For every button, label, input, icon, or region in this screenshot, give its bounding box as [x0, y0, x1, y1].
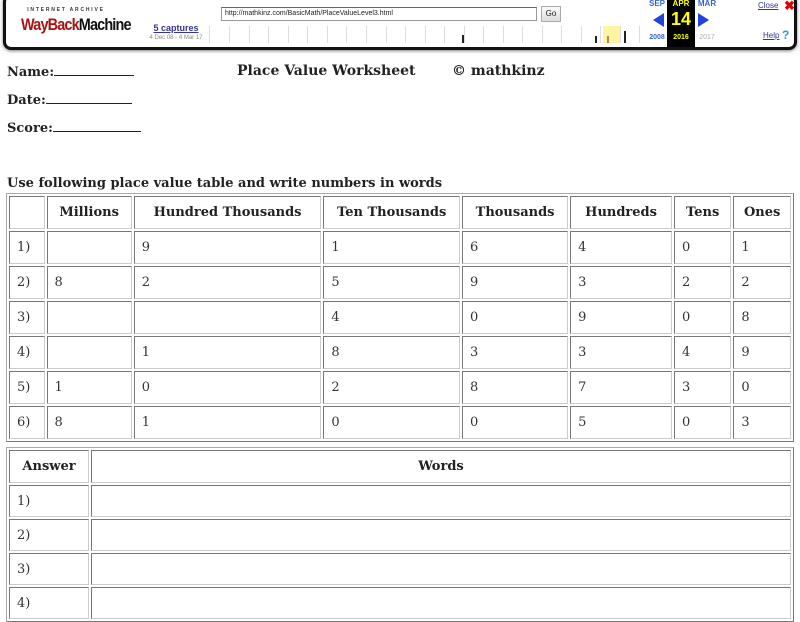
capture-tick[interactable] [595, 36, 597, 43]
current-capture: APR 14 2016 [667, 0, 695, 47]
table-cell: 0 [462, 301, 568, 334]
table-cell: 0 [674, 231, 731, 264]
table-cell: 9 [134, 231, 322, 264]
table-cell [47, 301, 132, 334]
score-blank [53, 120, 141, 132]
answer-cell[interactable] [91, 587, 791, 619]
table-cell: 0 [674, 301, 731, 334]
captures-info [141, 23, 211, 41]
column-header [9, 196, 45, 229]
wayback-toolbar [3, 0, 797, 50]
answer-table [6, 447, 794, 622]
table-row [9, 553, 791, 585]
answer-cell[interactable] [91, 519, 791, 551]
table-row [9, 301, 791, 334]
close-link[interactable]: Close [758, 1, 779, 10]
column-header: Ones [733, 196, 791, 229]
table-cell: 8 [47, 406, 132, 439]
table-row [9, 266, 791, 299]
row-number: 3) [9, 301, 45, 334]
table-row [9, 336, 791, 369]
table-cell: 3 [570, 266, 672, 299]
column-header: Hundreds [570, 196, 672, 229]
table-cell: 0 [462, 406, 568, 439]
name-blank [54, 64, 134, 76]
help-link[interactable]: Help [763, 31, 780, 40]
table-cell: 8 [47, 266, 132, 299]
prev-arrow-icon[interactable] [653, 13, 664, 27]
table-cell: 2 [674, 266, 731, 299]
captures-link[interactable]: 5 captures [153, 23, 199, 33]
next-arrow-icon[interactable] [698, 13, 709, 27]
table-cell: 4 [674, 336, 731, 369]
table-cell: 4 [323, 301, 460, 334]
prev-capture[interactable]: SEP 2008 [648, 0, 665, 41]
table-cell [134, 301, 322, 334]
table-cell: 3 [462, 336, 568, 369]
table-cell: 8 [733, 301, 791, 334]
table-cell: 3 [733, 406, 791, 439]
table-cell: 2 [323, 371, 460, 404]
table-cell: 0 [733, 371, 791, 404]
copyright-text: © mathkinz [452, 63, 545, 79]
row-number: 6) [9, 406, 45, 439]
table-header-row [9, 450, 791, 483]
date-field: Date: [7, 92, 132, 108]
current-capture-highlight [603, 26, 620, 43]
row-number: 4) [9, 336, 45, 369]
page-title: Place Value Worksheet [237, 63, 416, 79]
logo-internet-archive-text: INTERNET ARCHIVE [27, 7, 105, 13]
table-cell [47, 231, 132, 264]
row-number: 4) [9, 587, 89, 619]
table-cell: 9 [570, 301, 672, 334]
row-number: 3) [9, 553, 89, 585]
capture-tick[interactable] [624, 31, 626, 43]
table-header-row [9, 196, 791, 229]
row-number: 1) [9, 485, 89, 517]
column-header: Thousands [462, 196, 568, 229]
table-cell: 5 [323, 266, 460, 299]
table-cell: 3 [674, 371, 731, 404]
capture-tick[interactable] [462, 35, 464, 43]
table-row [9, 485, 791, 517]
table-cell [47, 336, 132, 369]
place-value-table [6, 193, 794, 442]
row-number: 5) [9, 371, 45, 404]
go-button[interactable]: Go [541, 6, 561, 22]
table-cell: 0 [674, 406, 731, 439]
table-cell: 1 [323, 231, 460, 264]
row-number: 1) [9, 231, 45, 264]
table-cell: 8 [462, 371, 568, 404]
table-row [9, 406, 791, 439]
close-icon[interactable]: ✖ [784, 0, 795, 13]
column-header: Words [91, 450, 791, 483]
table-row [9, 231, 791, 264]
table-cell: 8 [323, 336, 460, 369]
instructions-text: Use following place value table and write numbers in words [7, 176, 443, 191]
row-number: 2) [9, 519, 89, 551]
table-cell: 4 [570, 231, 672, 264]
table-cell: 7 [570, 371, 672, 404]
table-row [9, 519, 791, 551]
table-cell: 3 [570, 336, 672, 369]
column-header: Millions [47, 196, 132, 229]
capture-timeline[interactable] [209, 26, 639, 43]
wayback-logo[interactable] [21, 7, 131, 43]
table-row [9, 587, 791, 619]
column-header: Answer [9, 450, 89, 483]
table-cell: 2 [134, 266, 322, 299]
name-field: Name: [7, 64, 134, 80]
date-blank [46, 92, 132, 104]
help-icon[interactable]: ? [782, 28, 790, 42]
table-cell: 1 [134, 336, 322, 369]
table-cell: 5 [570, 406, 672, 439]
next-capture[interactable]: MAR 2017 [697, 0, 717, 41]
capture-tick[interactable] [607, 36, 609, 43]
table-cell: 0 [134, 371, 322, 404]
table-row [9, 371, 791, 404]
table-cell: 1 [134, 406, 322, 439]
table-cell: 6 [462, 231, 568, 264]
table-cell: 1 [47, 371, 132, 404]
table-cell: 0 [323, 406, 460, 439]
url-input[interactable]: http://mathkinz.com/BasicMath/PlaceValueLevel3.html [221, 7, 537, 21]
score-field: Score: [7, 120, 141, 136]
row-number: 2) [9, 266, 45, 299]
answer-cell[interactable] [91, 485, 791, 517]
capture-date-navigator [641, 0, 731, 47]
captures-range: 4 Dec 08 - 4 Mar 17 [149, 35, 203, 41]
table-cell: 9 [462, 266, 568, 299]
column-header: Hundred Thousands [134, 196, 322, 229]
table-cell: 1 [733, 231, 791, 264]
table-cell: 9 [733, 336, 791, 369]
logo-wayback-machine-text: WayBackMachine [21, 15, 131, 34]
column-header: Ten Thousands [323, 196, 460, 229]
answer-cell[interactable] [91, 553, 791, 585]
table-cell: 2 [733, 266, 791, 299]
column-header: Tens [674, 196, 731, 229]
